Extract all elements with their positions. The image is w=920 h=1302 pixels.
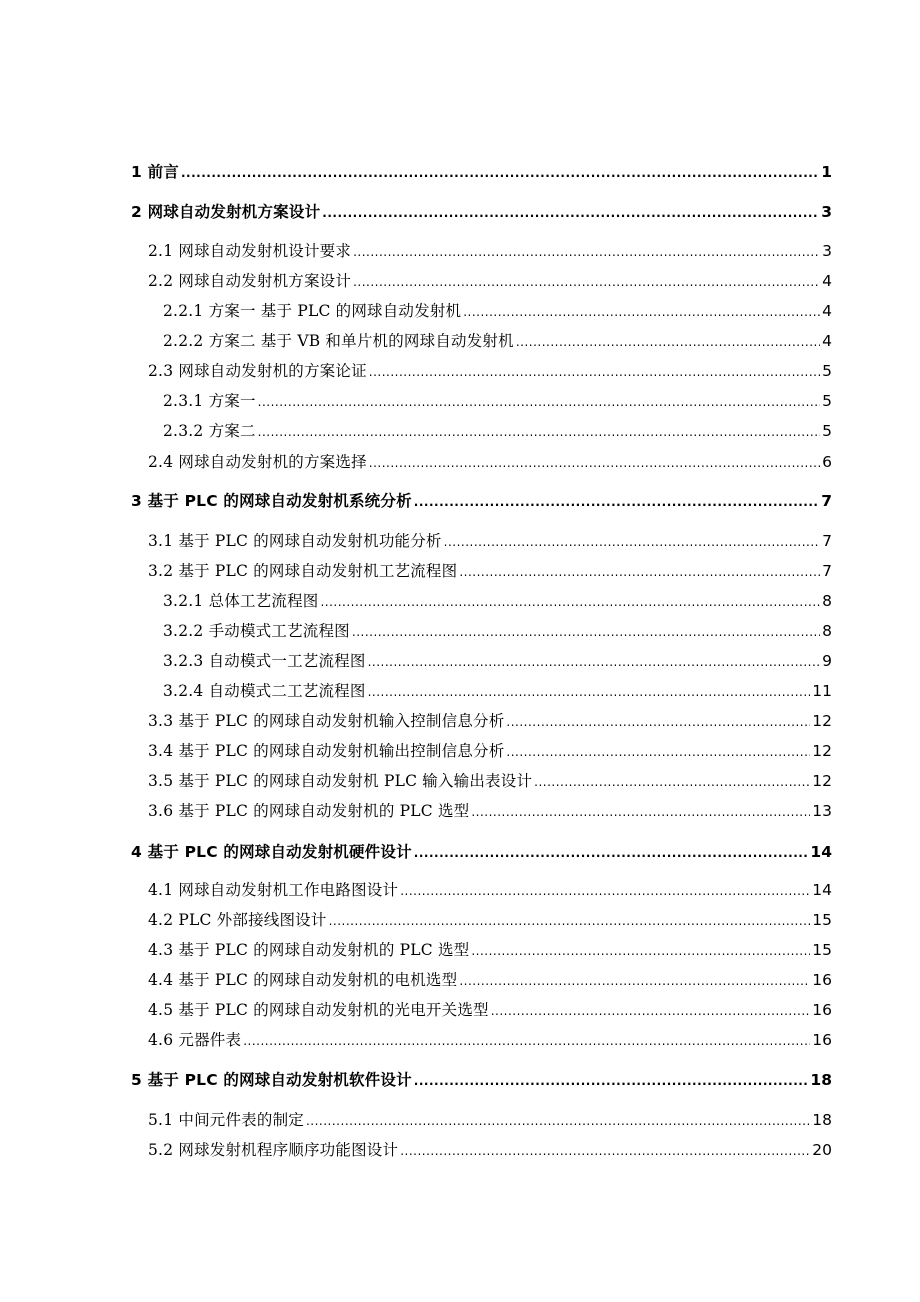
toc-entry-title: 4.5 基于 PLC 的网球自动发射机的光电开关选型: [148, 1001, 489, 1019]
toc-dot-leader: [534, 772, 810, 792]
toc-dot-leader: [353, 242, 820, 262]
toc-entry[interactable]: [148, 711, 832, 732]
toc-dot-leader: [414, 492, 819, 512]
toc-entry-title: 2 网球自动发射机方案设计: [131, 203, 321, 221]
toc-entry[interactable]: [148, 1110, 832, 1131]
toc-dot-leader: [352, 622, 820, 642]
toc-dot-leader: [369, 362, 820, 382]
toc-entry-page-number: 4: [822, 272, 832, 290]
toc-entry-page-number: 18: [812, 1111, 832, 1129]
toc-dot-leader: [506, 712, 810, 732]
toc-entry[interactable]: [163, 301, 832, 322]
toc-dot-leader: [306, 1111, 810, 1131]
toc-entry[interactable]: [148, 910, 832, 931]
toc-entry-title: 2.2.1 方案一 基于 PLC 的网球自动发射机: [163, 302, 462, 320]
toc-entry[interactable]: [148, 1000, 832, 1021]
toc-entry-page-number: 1: [821, 163, 832, 181]
toc-entry-page-number: 14: [810, 843, 832, 861]
toc-dot-leader: [181, 163, 819, 183]
toc-entry-page-number: 4: [822, 302, 832, 320]
toc-dot-leader: [444, 532, 821, 552]
toc-entry-title: 4.2 PLC 外部接线图设计: [148, 911, 327, 929]
toc-entry[interactable]: [163, 681, 832, 702]
toc-entry[interactable]: [148, 801, 832, 822]
toc-entry[interactable]: [163, 391, 832, 412]
toc-entry-page-number: 8: [822, 592, 832, 610]
toc-dot-leader: [369, 453, 820, 473]
toc-entry-title: 3.5 基于 PLC 的网球自动发射机 PLC 输入输出表设计: [148, 772, 533, 790]
toc-entry[interactable]: [148, 561, 832, 582]
toc-dot-leader: [459, 562, 820, 582]
toc-dot-leader: [414, 843, 809, 863]
toc-entry-title: 1 前言: [131, 163, 179, 181]
toc-entry-title: 2.3.1 方案一: [163, 392, 256, 410]
toc-dot-leader: [414, 1071, 809, 1091]
toc-entry-page-number: 7: [822, 562, 832, 580]
toc-entry-title: 3.6 基于 PLC 的网球自动发射机的 PLC 选型: [148, 802, 470, 820]
toc-dot-leader: [368, 682, 811, 702]
toc-entry[interactable]: [148, 271, 832, 292]
toc-entry-page-number: 15: [812, 941, 832, 959]
toc-dot-leader: [329, 911, 811, 931]
toc-dot-leader: [459, 971, 810, 991]
toc-entry-title: 4.6 元器件表: [148, 1031, 242, 1049]
toc-entry-page-number: 3: [822, 242, 832, 260]
toc-entry-page-number: 7: [822, 532, 832, 550]
toc-dot-leader: [400, 1141, 810, 1161]
toc-dot-leader: [506, 742, 810, 762]
toc-entry-page-number: 7: [821, 492, 832, 510]
toc-entry[interactable]: [131, 842, 832, 863]
toc-dot-leader: [516, 332, 820, 352]
toc-entry-title: 3.2.3 自动模式一工艺流程图: [163, 652, 366, 670]
toc-entry[interactable]: [163, 621, 832, 642]
toc-entry-page-number: 6: [822, 453, 832, 471]
toc-entry-page-number: 18: [810, 1071, 832, 1089]
toc-entry-title: 4 基于 PLC 的网球自动发射机硬件设计: [131, 843, 412, 861]
toc-dot-leader: [400, 881, 810, 901]
toc-entry-title: 2.2 网球自动发射机方案设计: [148, 272, 352, 290]
toc-entry-page-number: 12: [812, 742, 832, 760]
toc-entry-page-number: 12: [812, 712, 832, 730]
toc-entry-page-number: 15: [812, 911, 832, 929]
toc-dot-leader: [463, 302, 820, 322]
toc-entry[interactable]: [148, 880, 832, 901]
toc-entry-page-number: 16: [812, 971, 832, 989]
toc-entry[interactable]: [148, 1030, 832, 1051]
toc-entry-title: 3.4 基于 PLC 的网球自动发射机输出控制信息分析: [148, 742, 505, 760]
toc-entry-title: 5.1 中间元件表的制定: [148, 1111, 304, 1129]
toc-entry-page-number: 5: [822, 362, 832, 380]
toc-entry-title: 5.2 网球发射机程序顺序功能图设计: [148, 1141, 399, 1159]
toc-entry-title: 2.3.2 方案二: [163, 422, 256, 440]
toc-entry-title: 3.2.1 总体工艺流程图: [163, 592, 319, 610]
toc-entry[interactable]: [148, 1140, 832, 1161]
toc-entry-title: 3.1 基于 PLC 的网球自动发射机功能分析: [148, 532, 442, 550]
toc-dot-leader: [353, 272, 820, 292]
toc-entry[interactable]: [131, 162, 832, 183]
toc-entry-title: 4.1 网球自动发射机工作电路图设计: [148, 881, 399, 899]
toc-dot-leader: [243, 1031, 810, 1051]
toc-dot-leader: [322, 203, 819, 223]
toc-dot-leader: [258, 422, 820, 442]
toc-dot-leader: [471, 941, 810, 961]
toc-entry[interactable]: [148, 970, 832, 991]
toc-entry[interactable]: [148, 531, 832, 552]
toc-entry[interactable]: [148, 452, 832, 473]
toc-entry[interactable]: [131, 1070, 832, 1091]
toc-entry[interactable]: [163, 591, 832, 612]
toc-entry-title: 2.2.2 方案二 基于 VB 和单片机的网球自动发射机: [163, 332, 514, 350]
toc-entry-title: 3.3 基于 PLC 的网球自动发射机输入控制信息分析: [148, 712, 505, 730]
toc-entry-page-number: 16: [812, 1001, 832, 1019]
toc-entry[interactable]: [148, 771, 832, 792]
toc-entry-page-number: 5: [822, 422, 832, 440]
toc-entry-page-number: 4: [822, 332, 832, 350]
toc-entry-page-number: 11: [812, 682, 832, 700]
toc-entry-page-number: 8: [822, 622, 832, 640]
toc-entry-title: 3 基于 PLC 的网球自动发射机系统分析: [131, 492, 412, 510]
toc-entry-page-number: 16: [812, 1031, 832, 1049]
toc-entry[interactable]: [148, 361, 832, 382]
toc-entry-title: 2.3 网球自动发射机的方案论证: [148, 362, 367, 380]
toc-entry[interactable]: [148, 241, 832, 262]
toc-entry-title: 3.2.2 手动模式工艺流程图: [163, 622, 350, 640]
toc-dot-leader: [320, 592, 820, 612]
toc-entry-title: 2.4 网球自动发射机的方案选择: [148, 453, 367, 471]
toc-entry-title: 3.2.4 自动模式二工艺流程图: [163, 682, 366, 700]
toc-entry-title: 4.3 基于 PLC 的网球自动发射机的 PLC 选型: [148, 941, 470, 959]
toc-entry[interactable]: [163, 651, 832, 672]
toc-dot-leader: [471, 802, 810, 822]
toc-entry[interactable]: [131, 491, 832, 512]
toc-entry-page-number: 9: [822, 652, 832, 670]
toc-entry-page-number: 13: [812, 802, 832, 820]
toc-entry[interactable]: [148, 940, 832, 961]
toc-entry-title: 2.1 网球自动发射机设计要求: [148, 242, 352, 260]
toc-dot-leader: [258, 392, 820, 412]
toc-entry-page-number: 12: [812, 772, 832, 790]
toc-entry-page-number: 5: [822, 392, 832, 410]
toc-entry[interactable]: [163, 331, 832, 352]
toc-entry-title: 4.4 基于 PLC 的网球自动发射机的电机选型: [148, 971, 458, 989]
toc-entry-page-number: 3: [821, 203, 832, 221]
toc-entry-page-number: 20: [812, 1141, 832, 1159]
toc-entry-title: 5 基于 PLC 的网球自动发射机软件设计: [131, 1071, 412, 1089]
toc-entry[interactable]: [163, 421, 832, 442]
toc-dot-leader: [368, 652, 821, 672]
toc-entry[interactable]: [131, 202, 832, 223]
toc-dot-leader: [491, 1001, 811, 1021]
toc-entry[interactable]: [148, 741, 832, 762]
toc-entry-title: 3.2 基于 PLC 的网球自动发射机工艺流程图: [148, 562, 458, 580]
toc-entry-page-number: 14: [812, 881, 832, 899]
